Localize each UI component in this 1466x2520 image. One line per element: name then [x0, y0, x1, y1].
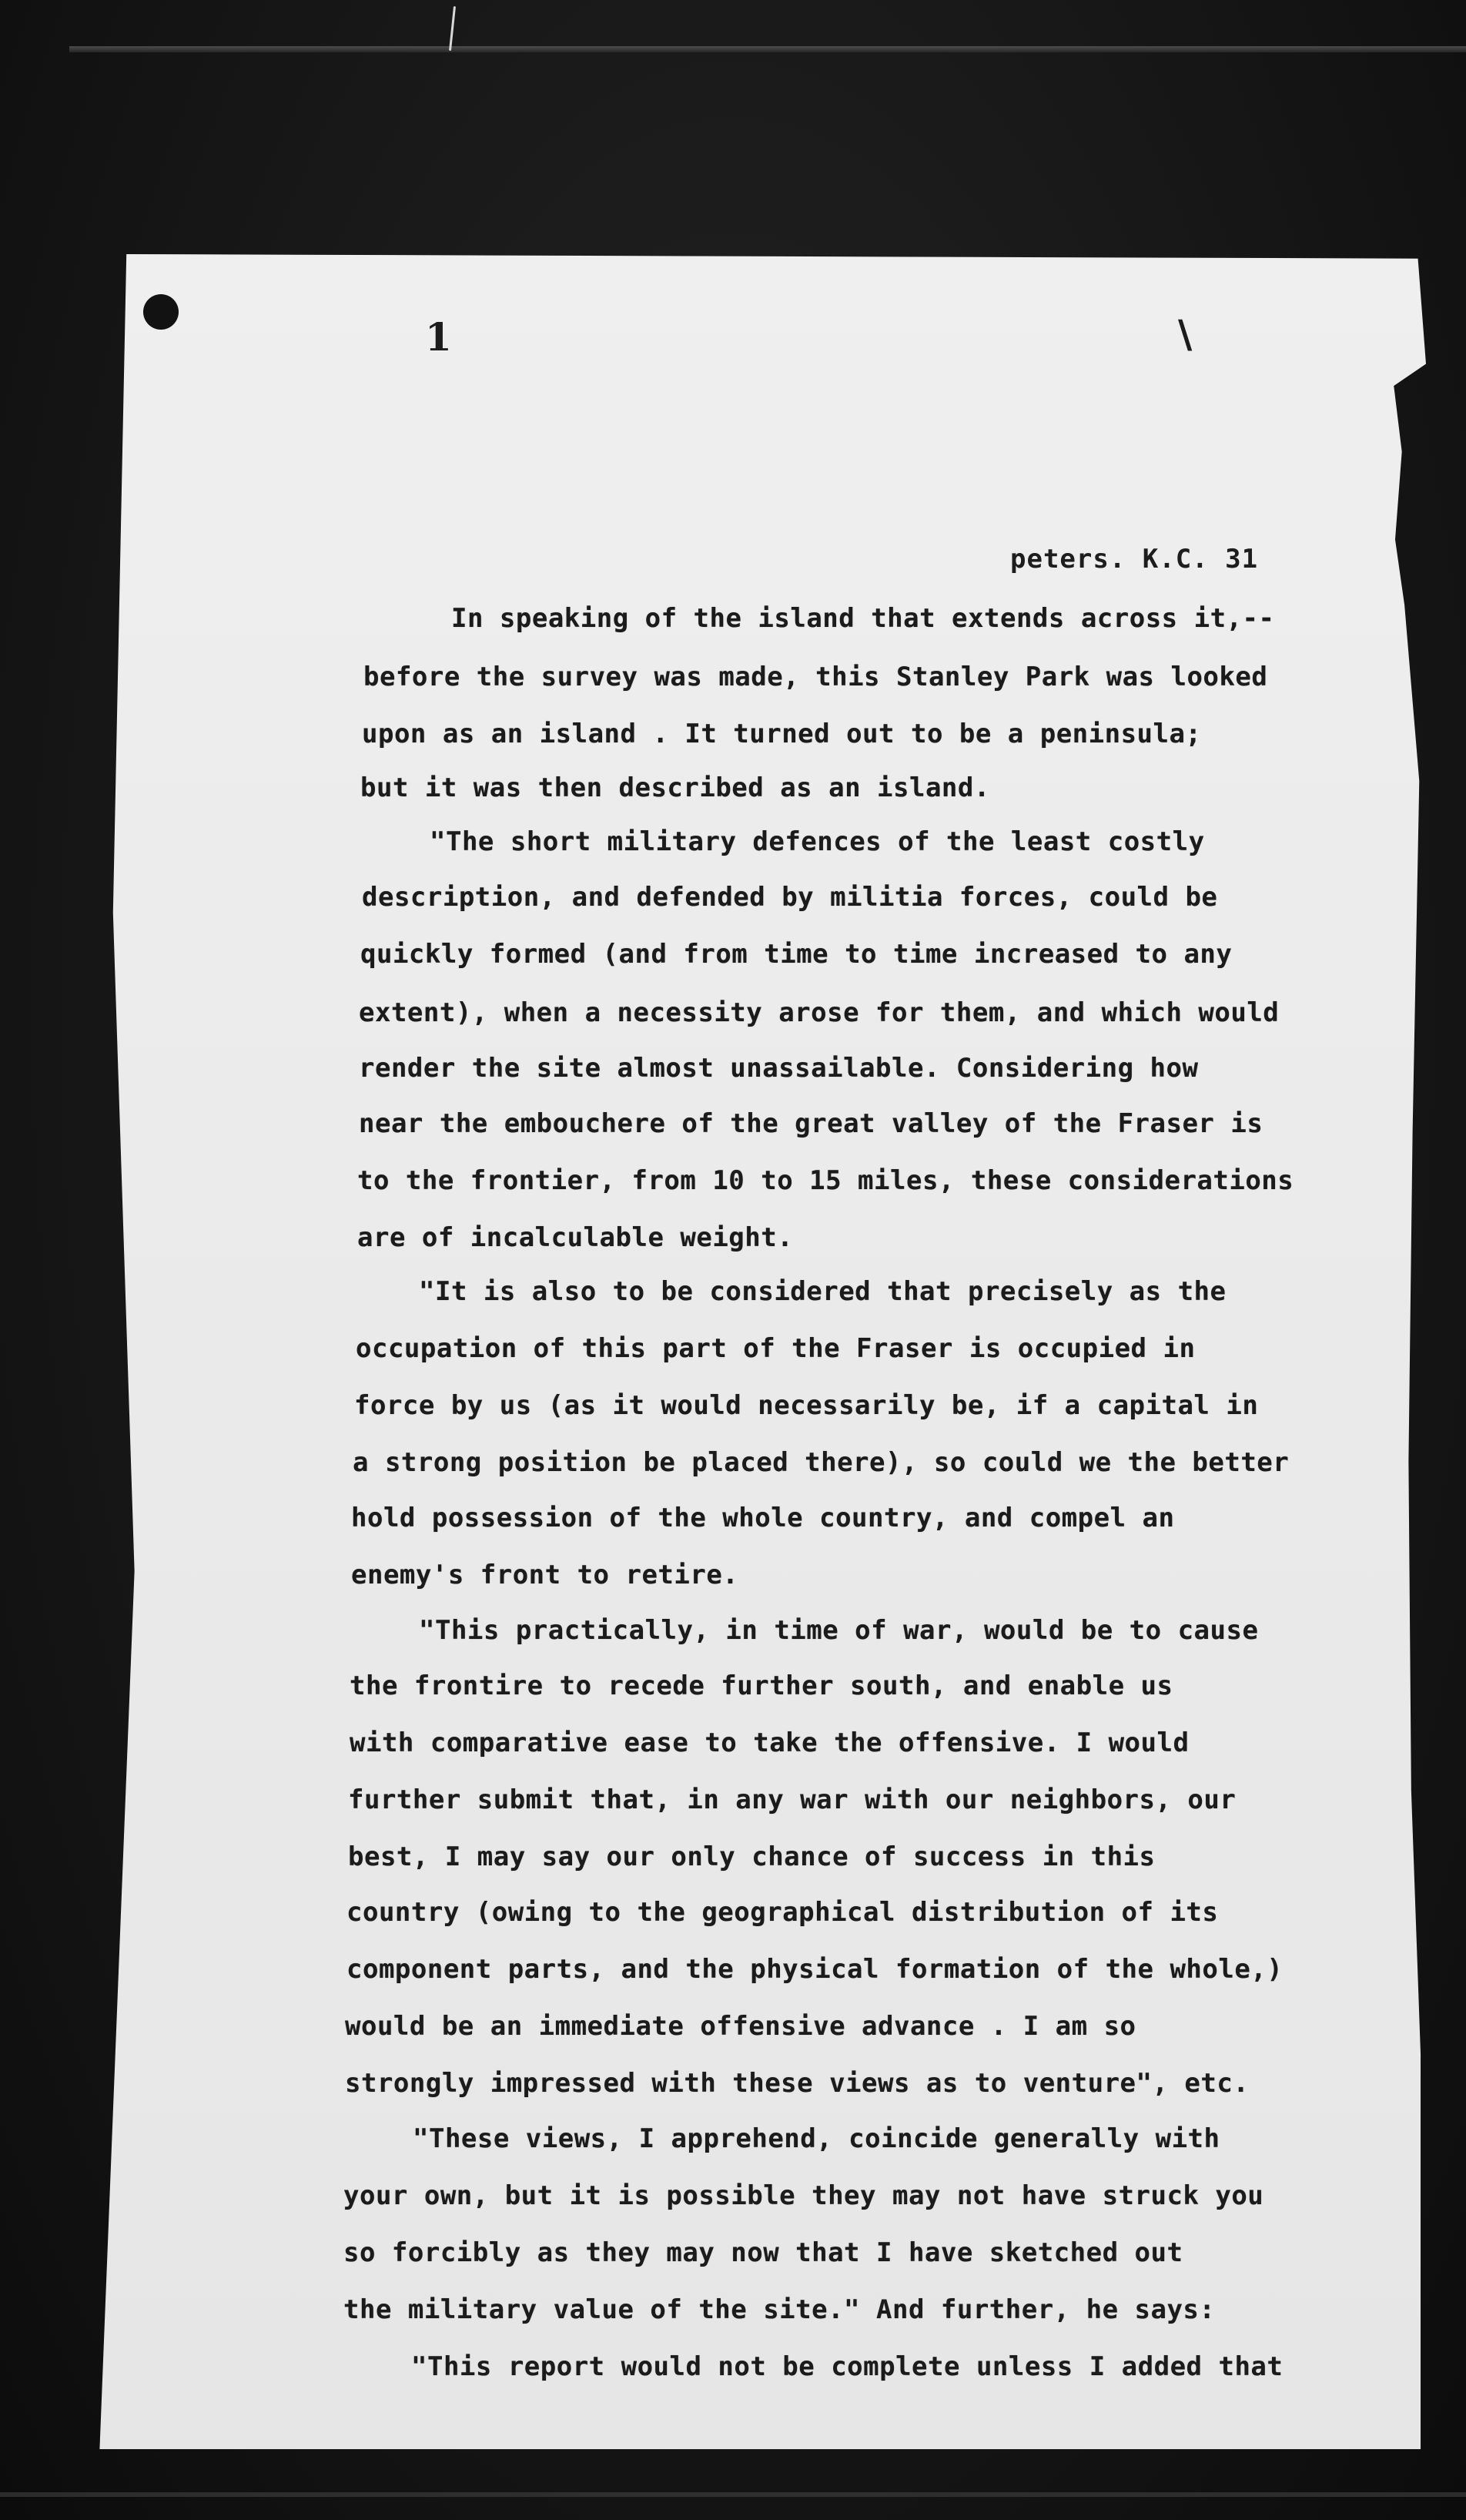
page-reference: peters. K.C. 31: [1010, 544, 1259, 575]
text-line: further submit that, in any war with our neighbors, our: [348, 1784, 1237, 1815]
text-line: In speaking of the island that extends across it,--: [451, 603, 1275, 634]
text-line: description, and defended by militia forces, could be: [362, 882, 1218, 913]
text-line: extent), when a necessity arose for them, and which would: [359, 997, 1280, 1028]
text-line: component parts, and the physical formation of the whole,): [346, 1954, 1284, 1985]
text-line: render the site almost unassailable. Considering how: [359, 1053, 1199, 1084]
text-line: are of incalculable weight.: [357, 1222, 794, 1253]
text-line: so forcibly as they may now that I have sketched out: [343, 2237, 1183, 2268]
text-line: quickly formed (and from time to time increased to any: [360, 939, 1233, 970]
text-line: enemy's front to retire.: [351, 1560, 739, 1590]
text-line: force by us (as it would necessarily be, if a capital in: [354, 1390, 1259, 1421]
film-edge-top: [69, 46, 1466, 52]
text-line: your own, but it is possible they may not have struck you: [343, 2180, 1264, 2211]
text-line: strongly impressed with these views as to venture", etc.: [345, 2068, 1250, 2099]
text-line: hold possession of the whole country, and compel an: [351, 1503, 1175, 1533]
text-line: "The short military defences of the least costly: [430, 826, 1205, 857]
text-line: best, I may say our only chance of success in this: [348, 1841, 1156, 1872]
text-line: the frontire to recede further south, and enable us: [350, 1671, 1173, 1701]
text-line: before the survey was made, this Stanley Park was looked: [363, 662, 1268, 692]
text-line: the military value of the site." And further, he says:: [343, 2294, 1216, 2325]
text-line: country (owing to the geographical distribution of its: [346, 1897, 1219, 1928]
text-line: to the frontier, from 10 to 15 miles, these considerations: [357, 1165, 1294, 1196]
text-line: "This practically, in time of war, would be to cause: [419, 1615, 1259, 1646]
text-line: upon as an island . It turned out to be a peninsula;: [362, 719, 1202, 749]
punch-hole: [143, 294, 179, 330]
text-line: occupation of this part of the Fraser is occupied in: [356, 1333, 1196, 1364]
margin-mark-left: 1: [425, 314, 452, 360]
text-line: near the embouchere of the great valley of the Fraser is: [359, 1108, 1264, 1139]
text-line: "This report would not be complete unless I added that: [411, 2351, 1284, 2382]
film-edge-bottom: [0, 2492, 1466, 2497]
text-line: "These views, I apprehend, coincide generally with: [413, 2123, 1220, 2154]
text-line: would be an immediate offensive advance . I am so: [345, 2011, 1136, 2042]
margin-mark-right: \: [1178, 311, 1193, 357]
text-line: a strong position be placed there), so could we the better: [353, 1447, 1290, 1478]
text-line: but it was then described as an island.: [360, 772, 990, 803]
text-line: with comparative ease to take the offensive. I would: [350, 1727, 1190, 1758]
text-line: "It is also to be considered that precisely as the: [419, 1276, 1227, 1307]
